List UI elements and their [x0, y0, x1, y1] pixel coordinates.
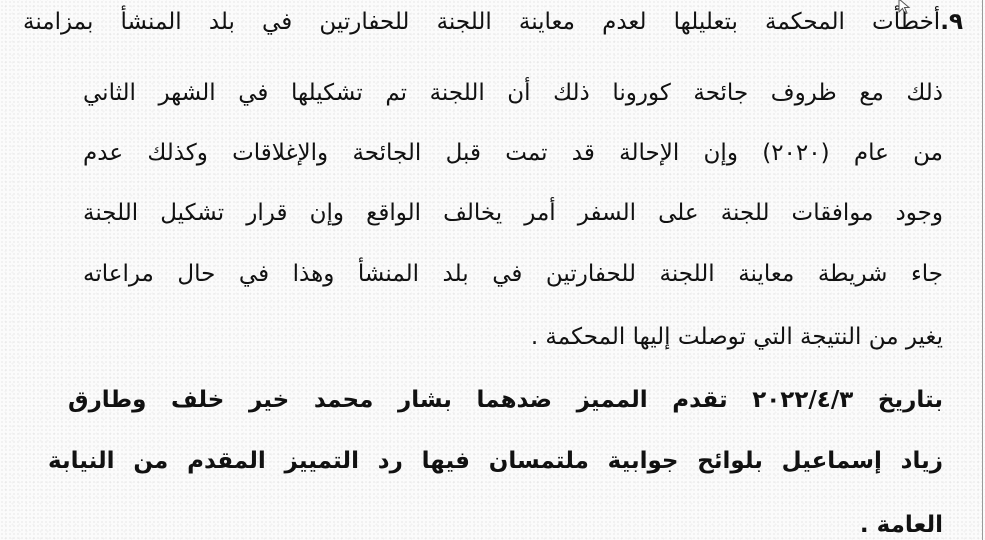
paragraph-1-line-4: وجود موافقات للجنة على السفر أمر يخالف الواقع وإن قرار تشكيل اللجنة: [83, 200, 943, 226]
paragraph-1-line-1-text: أخطأت المحكمة بتعليلها لعدم معاينة اللجنة للحفارتين في بلد المنشأ بمزامنة: [23, 9, 941, 35]
paragraph-1-line-6: يغير من النتيجة التي توصلت إليها المحكمة .: [530, 324, 943, 350]
paragraph-1-line-2: ذلك مع ظروف جائحة كورونا ذلك أن اللجنة تم تشكيلها في الشهر الثاني: [83, 80, 943, 106]
paragraph-2-line-2: زياد إسماعيل بلوائح جوابية ملتمسان فيها رد التمييز المقدم من النيابة: [48, 448, 943, 474]
paragraph-1-line-1: [23, 2, 963, 42]
paragraph-1-line-5: جاء شريطة معاينة اللجنة للحفارتين في بلد المنشأ وهذا في حال مراعاته: [83, 261, 943, 287]
paragraph-1-line-3: من عام (٢٠٢٠) وإن الإحالة قد تمت قبل الجائحة والإغلاقات وكذلك عدم: [83, 140, 943, 166]
paragraph-2-line-3: العامة .: [859, 512, 943, 538]
paragraph-1-number: ٩.: [940, 9, 963, 35]
page-border: [982, 0, 983, 540]
paragraph-2-line-1: بتاريخ ٢٠٢٢/٤/٣ تقدم المميز ضدهما بشار محمد خير خلف وطارق: [68, 387, 943, 413]
